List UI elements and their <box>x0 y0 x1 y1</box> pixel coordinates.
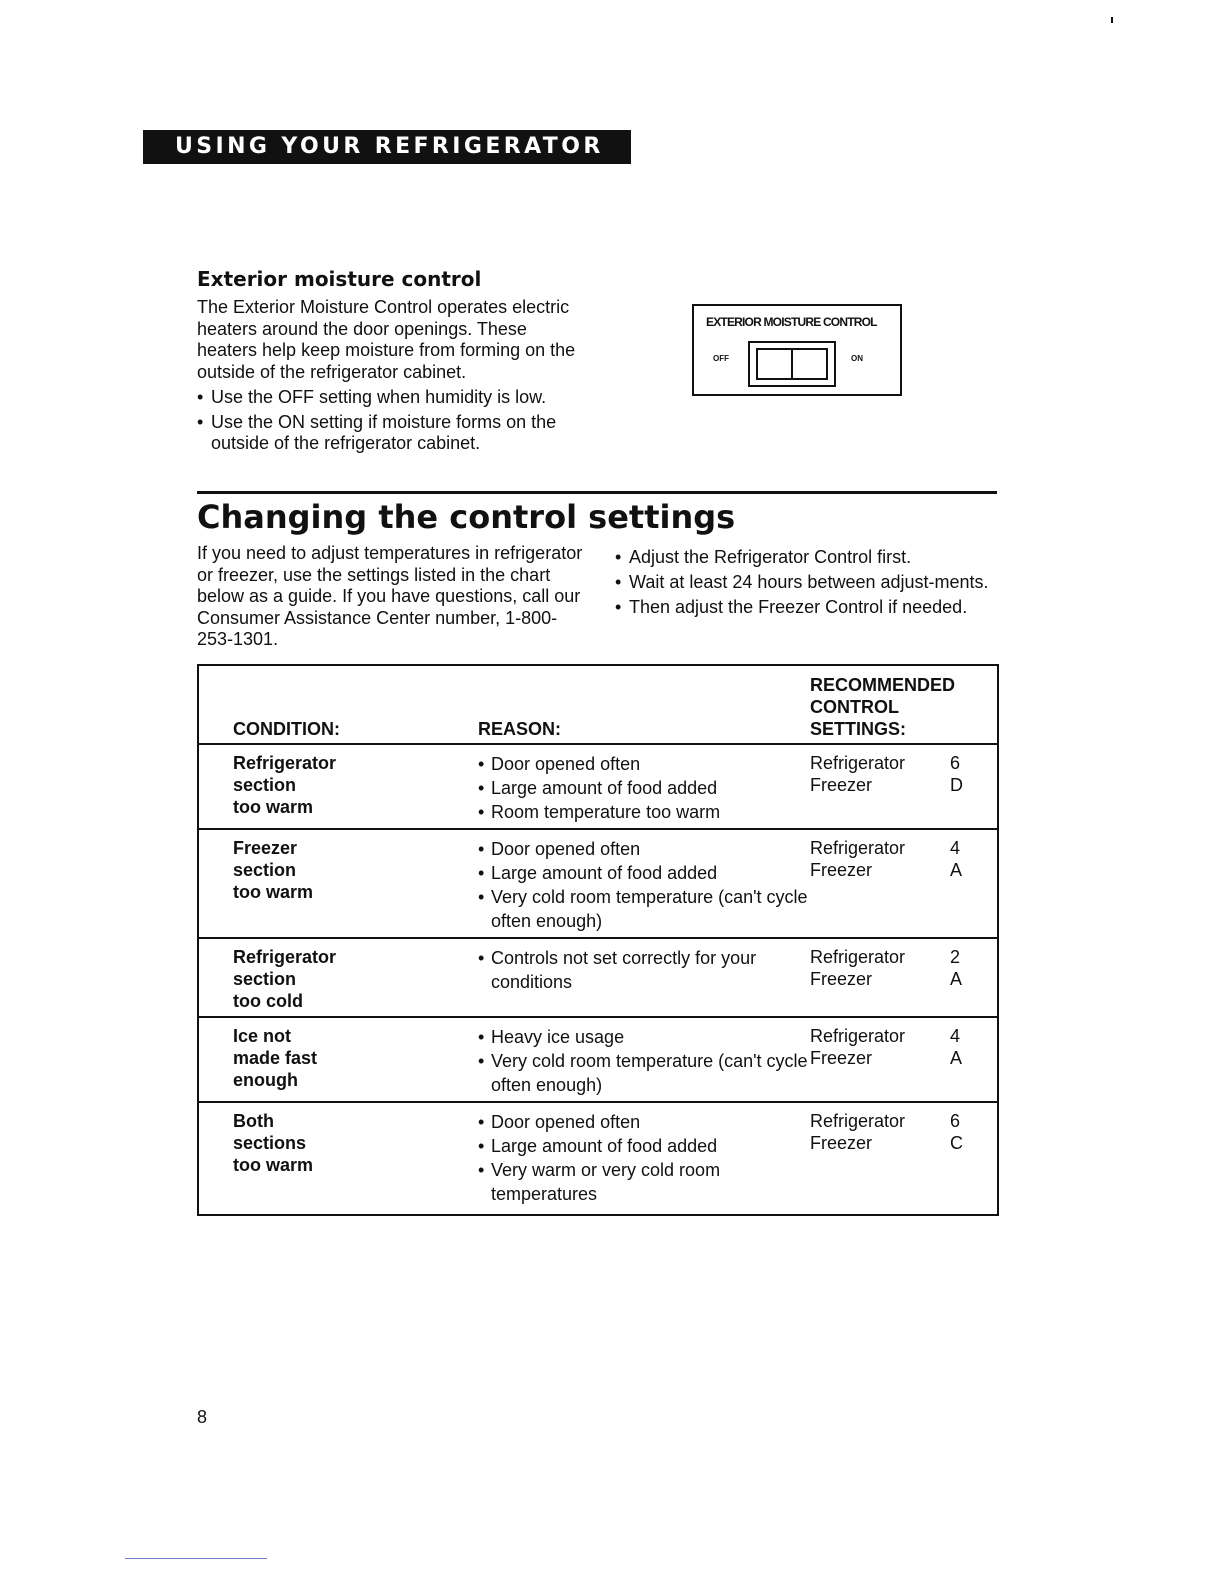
freezer-setting-value: A <box>950 1048 963 1068</box>
page-title: Changing the control settings <box>197 498 736 536</box>
condition-cell <box>198 744 478 829</box>
freezer-setting-value: A <box>950 969 963 989</box>
refrigerator-setting-value: 6 <box>950 753 961 773</box>
reason-cell <box>478 1102 810 1215</box>
refrigerator-setting-value: 2 <box>950 947 961 967</box>
freezer-setting <box>810 859 997 881</box>
freezer-setting-value: A <box>950 860 963 880</box>
freezer-setting-label: Freezer <box>810 1048 873 1068</box>
control-settings-table <box>197 664 999 1216</box>
condition-text: Refrigerator section too cold <box>233 947 337 1011</box>
moisture-switch-illustration <box>692 304 902 396</box>
freezer-setting-value: C <box>950 1133 963 1153</box>
settings-cell <box>810 938 998 1017</box>
refrigerator-setting-label: Refrigerator <box>810 1111 906 1131</box>
freezer-setting-label: Freezer <box>810 775 873 795</box>
reason-item: • Large amount of food added <box>478 861 810 885</box>
refrigerator-setting-label: Refrigerator <box>810 1026 906 1046</box>
table-row <box>198 1017 998 1102</box>
freezer-setting <box>810 774 997 796</box>
settings-cell <box>810 1017 998 1102</box>
step-item: • Then adjust the Freezer Control if needed. <box>615 596 1005 618</box>
settings-cell <box>810 744 998 829</box>
intro-paragraph: If you need to adjust temperatures in refrigerator or freezer, use the settings listed in the chart below as a guide. If you have questions, call our Consumer Assistance Center number, 1-800-253-1301. <box>197 543 583 649</box>
reason-item: • Heavy ice usage <box>478 1025 810 1049</box>
condition-cell <box>198 829 478 938</box>
refrigerator-setting-value: 4 <box>950 1026 961 1046</box>
settings-cell <box>810 829 998 938</box>
reason-item: • Very cold room temperature (can't cycle often enough) <box>478 885 810 933</box>
freezer-setting <box>810 1132 997 1154</box>
condition-text: Freezer section too warm <box>233 838 314 902</box>
condition-cell <box>198 1102 478 1215</box>
switch-off-label: OFF <box>713 354 729 363</box>
condition-header: CONDITION: <box>198 665 478 744</box>
refrigerator-setting-value: 6 <box>950 1111 961 1131</box>
moisture-bullet-on: • Use the ON setting if moisture forms on the outside of the refrigerator cabinet. <box>197 412 577 455</box>
refrigerator-setting-label: Refrigerator <box>810 947 906 967</box>
reason-cell <box>478 1017 810 1102</box>
reason-item: • Door opened often <box>478 837 810 861</box>
freezer-setting-label: Freezer <box>810 860 873 880</box>
reason-item: • Very warm or very cold room temperatures <box>478 1158 810 1206</box>
moisture-bullets <box>197 387 577 455</box>
switch-on-label: ON <box>851 354 863 363</box>
reason-item: • Large amount of food added <box>478 1134 810 1158</box>
section-banner: USING YOUR REFRIGERATOR <box>143 130 631 164</box>
reason-cell <box>478 938 810 1017</box>
refrigerator-setting <box>810 752 997 774</box>
refrigerator-setting-value: 4 <box>950 838 961 858</box>
condition-cell <box>198 938 478 1017</box>
step-item: • Wait at least 24 hours between adjust-ments. <box>615 571 1005 593</box>
refrigerator-setting <box>810 837 997 859</box>
condition-text: Refrigerator section too warm <box>233 753 337 817</box>
settings-cell <box>810 1102 998 1215</box>
moisture-bullet-off: • Use the OFF setting when humidity is low. <box>197 387 577 409</box>
settings-header: RECOMMENDED CONTROL SETTINGS: <box>810 665 998 744</box>
adjustment-steps <box>615 542 1005 621</box>
reason-item: • Controls not set correctly for your conditions <box>478 946 810 994</box>
condition-text: Ice not made fast enough <box>233 1026 318 1090</box>
freezer-setting-value: D <box>950 775 963 795</box>
reason-item: • Large amount of food added <box>478 776 810 800</box>
table-row <box>198 938 998 1017</box>
condition-text: Both sections too warm <box>233 1111 314 1175</box>
table-header-row <box>198 665 998 744</box>
moisture-paragraph: The Exterior Moisture Control operates electric heaters around the door openings. These heaters help keep moisture from forming on the outside of the refrigerator cabinet. <box>197 297 576 382</box>
section-divider <box>197 491 997 494</box>
freezer-setting <box>810 968 997 990</box>
rocker-switch-icon <box>748 341 836 387</box>
reason-item: • Door opened often <box>478 1110 810 1134</box>
reason-cell <box>478 744 810 829</box>
freezer-setting-label: Freezer <box>810 1133 873 1153</box>
moisture-description <box>197 297 577 458</box>
refrigerator-setting <box>810 1110 997 1132</box>
corner-mark <box>1111 17 1113 23</box>
table-row <box>198 744 998 829</box>
refrigerator-setting-label: Refrigerator <box>810 838 906 858</box>
moisture-heading: Exterior moisture control <box>197 267 482 291</box>
refrigerator-setting <box>810 1025 997 1047</box>
freezer-setting <box>810 1047 997 1069</box>
reason-item: • Door opened often <box>478 752 810 776</box>
reason-item: • Very cold room temperature (can't cycle often enough) <box>478 1049 810 1097</box>
reason-cell <box>478 829 810 938</box>
refrigerator-setting-label: Refrigerator <box>810 753 906 773</box>
page-number: 8 <box>197 1407 208 1427</box>
reason-header: REASON: <box>478 665 810 744</box>
step-item: • Adjust the Refrigerator Control first. <box>615 546 1005 568</box>
footer-rule <box>125 1558 267 1559</box>
table-row <box>198 829 998 938</box>
refrigerator-setting <box>810 946 997 968</box>
reason-item: • Room temperature too warm <box>478 800 810 824</box>
condition-cell <box>198 1017 478 1102</box>
freezer-setting-label: Freezer <box>810 969 873 989</box>
switch-label: EXTERIOR MOISTURE CONTROL <box>706 315 877 329</box>
table-row <box>198 1102 998 1215</box>
table-body <box>198 744 998 1215</box>
